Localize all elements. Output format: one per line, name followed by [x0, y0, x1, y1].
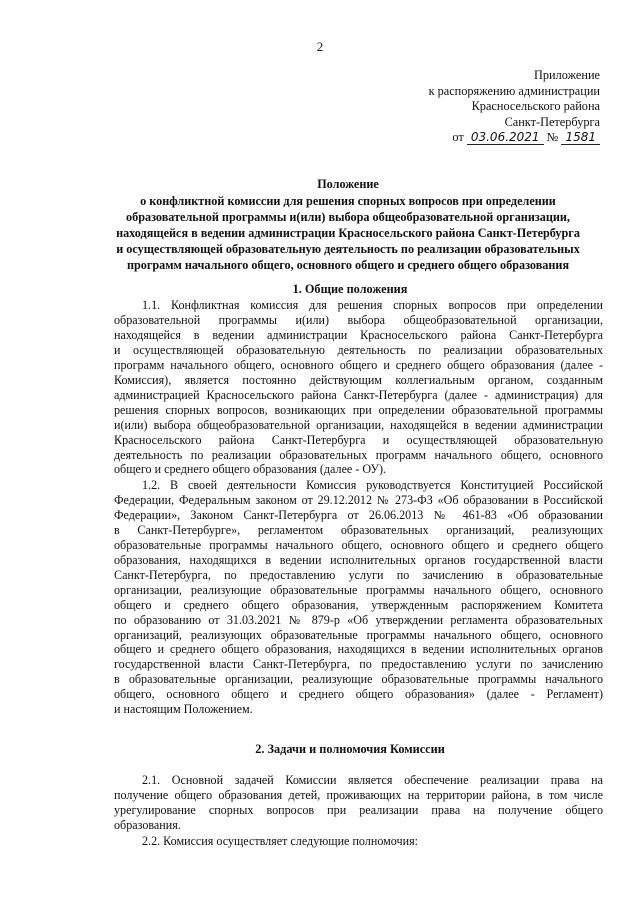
text-line: программ начального общего, основного общего и среднего общего образования (далее -: [114, 357, 603, 372]
date-prefix: от: [452, 130, 464, 145]
text-line: в Санкт-Петербурге», регламентом образовательных организаций, реализующих: [114, 522, 603, 537]
text-line: образовательной программы и(или) выбора общеобразовательной организации,: [114, 312, 603, 327]
text-line: Комиссия), является постоянно действующим коллегиальным органом, созданным: [114, 372, 603, 387]
text-line: в образовательные организации, реализующие образовательные программы начального: [114, 672, 603, 687]
page-number: 2: [316, 39, 324, 54]
text-line: организаций, реализующих образовательные программы начального общего, основного: [114, 627, 603, 642]
text-line: организации, реализующие образовательные программы начального общего, основного: [114, 582, 603, 597]
title-line: программ начального общего, основного общего и среднего общего образования: [126, 258, 570, 272]
number-prefix: №: [546, 130, 559, 145]
text-line: образования.: [114, 817, 181, 832]
text-line: общего, основного общего и среднего общего образования» (далее - Регламент): [114, 687, 603, 702]
text-line: Федерации», Законом Санкт-Петербурга от 26.06.2013 № 461-83 «Об образовании: [114, 507, 603, 522]
text-line: общего и среднего общего образования (далее - ОУ).: [114, 462, 387, 477]
title-line: образовательной программы и(или) выбора общеобразовательной организации,: [126, 210, 570, 224]
text-line: Санкт-Петербурга, по предоставлению услуги по зачислению в образовательные: [114, 567, 603, 582]
text-line: образования, находящихся в ведении исполнительных органов государственной власти: [114, 552, 603, 567]
text-line: 1.2. В своей деятельности Комиссия руководствуется Конституцией Российской: [142, 478, 603, 492]
title-line: о конфликтной комиссии для решения спорных вопросов при определении: [140, 194, 556, 208]
text-line: Федерации, Федеральным законом от 29.12.2012 № 273-ФЗ «Об образовании в Российской: [114, 492, 603, 507]
title-heading: Положение: [317, 177, 379, 191]
document-title: [96, 176, 600, 273]
handwritten-number: 1581: [561, 130, 600, 145]
text-line: образовательные программы начального общего, основного общего и среднего общего: [114, 537, 603, 552]
text-line: 2.2. Комиссия осуществляет следующие полномочия:: [142, 834, 418, 848]
appendix-line: Санкт-Петербурга: [504, 114, 600, 129]
text-line: 2.1. Основной задачей Комиссии является обеспечение реализации права на: [142, 773, 603, 787]
text-line: получение общего образования детей, проживающих на территории района, в том числе: [114, 787, 603, 802]
text-line: Красносельского района Санкт-Петербурга и осуществляющей образовательную: [114, 432, 603, 447]
text-line: государственной власти Санкт-Петербурга, по предоставлению услуги по зачислению: [114, 657, 603, 672]
text-line: общего и среднего общего образования, находящихся в ведении исполнительных органов: [114, 642, 603, 657]
text-line: решения спорных вопросов, возникающих при определении образовательной программы: [114, 402, 603, 417]
appendix-line: Красносельского района: [471, 99, 600, 114]
appendix-date-line: [429, 130, 600, 146]
section-2-heading: 2. Задачи и полномочия Комиссии: [255, 742, 445, 756]
paragraph-1-1: [114, 298, 603, 477]
text-line: по образованию от 31.03.2021 № 879-р «Об утверждении регламента образовательных: [114, 612, 603, 627]
handwritten-date: 03.06.2021: [467, 130, 544, 145]
text-line: деятельность по реализации образовательных программ начального общего, основного: [114, 447, 603, 462]
paragraph-1-2: [114, 478, 603, 717]
section-1-heading: 1. Общие положения: [292, 282, 408, 296]
text-line: и(или) выбора общеобразовательной организации, находящейся в ведении администрации: [114, 417, 603, 432]
paragraph-2-2: [114, 834, 603, 849]
text-line: находящейся в ведении администрации Красносельского района Санкт-Петербурга: [114, 327, 603, 342]
paragraph-2-1: [114, 773, 603, 833]
text-line: и настоящим Положением.: [114, 702, 253, 717]
title-line: находящейся в ведении администрации Красносельского района Санкт-Петербурга: [116, 226, 580, 240]
text-line: общего и среднего общего образования, утвержденным распоряжением Комитета: [114, 597, 603, 612]
text-line: администрацией Красносельского района Санкт-Петербурга (далее - администрация) для: [114, 387, 603, 402]
appendix-line: Приложение: [534, 68, 600, 82]
title-line: и осуществляющей образовательную деятельность по реализации образовательных: [116, 242, 580, 256]
appendix-block: [429, 68, 600, 146]
text-line: и осуществляющей образовательную деятельность по реализации образовательных: [114, 342, 603, 357]
text-line: 1.1. Конфликтная комиссия для решения спорных вопросов при определении: [142, 298, 603, 312]
appendix-line: к распоряжению администрации: [428, 83, 600, 98]
text-line: урегулирование спорных вопросов при реализации права на получение общего: [114, 802, 603, 817]
